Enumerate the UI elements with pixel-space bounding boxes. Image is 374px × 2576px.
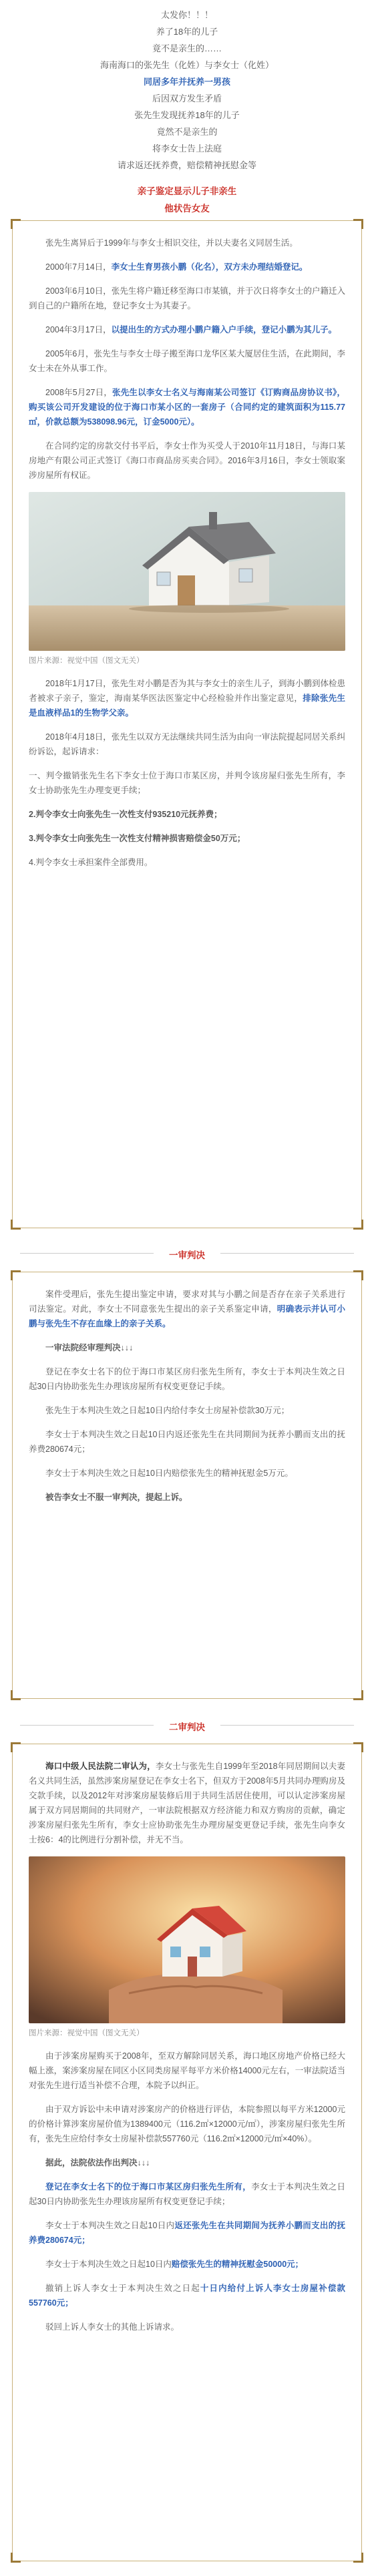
paragraph: 2018年1月17日，张先生对小鹏是否为其与李女士的亲生儿子，到海小鹏到体检患者被求子亲子，鉴定，海南某华医法医鉴定中心经检验并作出鉴定意见，排除张先生是血液样品1的生物学父亲。 <box>29 679 345 718</box>
image-caption: 图片来源：视觉中国（图文无关） <box>29 657 144 665</box>
section-title: 二审判决 <box>169 1722 205 1732</box>
section-title: 一审判决 <box>169 1250 205 1260</box>
paragraph: 由于双方诉讼中未申请对涉案房产的价格进行评估，本院参照以每平方米12000元的价格计算涉案房屋价值为1389400元（116.2㎡×12000元/㎡），涉案房屋归张先生所有，张先生应给付李女士房屋补偿款557760元（116.2㎡×12000元/㎡×40%）。 <box>29 2105 345 2143</box>
paragraph: 由于涉案房屋购买于2008年，至双方解除同居关系，海口地区房地产价格已经大幅上涨，案涉案房屋在同区小区同类房屋平每平方米价格14000元左右，一审法院适当对张先生进行适当补偿不合理，本院予以纠正。 <box>29 2051 345 2090</box>
house-model-photo <box>29 492 345 651</box>
image-caption: 图片来源：视觉中国（图文无关） <box>29 2029 144 2037</box>
verdict-heading: 据此，法院依法作出判决↓↓↓ <box>45 2158 150 2167</box>
verdict-item: 登记在李女士名下的位于海口市某区房归张先生所有，李女士于本判决生效之日起30日内协助张先生办理该房屋所有权变更登记手续； <box>29 2182 345 2206</box>
verdict-item: 张先生于本判决生效之日起10日内给付李女士房屋补偿款30万元； <box>45 1406 290 1415</box>
verdict-item: 李女士于本判决生效之日起10日内返还张先生在共同期间为抚养小鹏而支出的抚养费280674元； <box>29 2221 345 2245</box>
paragraph: 案件受理后，张先生提出鉴定申请，要求对其与小鹏之间是否存在亲子关系进行司法鉴定。对此，李女士不同意张先生提出的亲子关系鉴定申请，明确表示并认可小鹏与张先生不存在血缘上的亲子关系。 <box>29 1290 345 1328</box>
claim-item: 一、判令撤销张先生名下李女士位于海口市某区房，并判令该房屋归张先生所有，李女士协助张先生办理变更手续； <box>29 771 345 795</box>
paragraph: 2005年6月，张先生与李女士母子搬至海口龙华区某大厦居住生活，在此期间，李女士未在外从事工作。 <box>29 349 345 373</box>
verdict-item: 登记在李女士名下的位于海口市某区房归张先生所有，李女士于本判决生效之日起30日内协助张先生办理该房屋所有权变更登记手续。 <box>29 1367 345 1391</box>
paragraph: 2003年6月10日，张先生将户籍迁移至海口市某镇，并于次日将李女士的户籍迁入到自己的户籍所在地，登记李女士为其妻子。 <box>29 286 345 310</box>
house-in-hands-photo <box>29 1856 345 2023</box>
intro-line: 请求返还抚养费，赔偿精神抚慰金等 <box>117 160 256 170</box>
verdict-item: 李女士于本判决生效之日起10日内赔偿张先生的精神抚慰金50000元； <box>45 2260 304 2269</box>
paragraph: 张先生离异后于1999年与李女士相识交往，并以夫妻名义同居生活。 <box>45 238 298 248</box>
paragraph: 2018年4月18日，张先生以双方无法继续共同生活为由向一审法院提起同居关系纠纷诉讼，起诉请求： <box>29 732 345 756</box>
paragraph: 2004年3月17日，以提出生的方式办理小鹏户籍入户手续，登记小鹏为其儿子。 <box>45 325 337 334</box>
paragraph: 2000年7月14日，李女士生育男孩小鹏（化名），双方未办理结婚登记。 <box>45 262 308 272</box>
second-instance-card <box>12 1744 362 2561</box>
intro-line: 将李女士告上法庭 <box>152 144 222 154</box>
paragraph: 海口中级人民法院二审认为，李女士与张先生自1999年至2018年同居期间以夫妻名义共同生活，虽然涉案房屋登记在李女士名下，但双方于2008年5月共同办理购房及交款手续，以及2012年对涉案房屋装修后用于共同生活居住使用，可以认定涉案房屋属于双方同居期间的共同财产，一审法院根据双方经济能力和双方购房的贡献，确定涉案房屋归张先生所有，李女士应协助张先生办理房屋变更登记手续，张先生向李女士按6：4的比例进行分割补偿，并无不当。 <box>29 1762 345 1844</box>
verdict-item: 驳回上诉人李女士的其他上诉请求。 <box>45 2322 180 2332</box>
section-heading-first-instance <box>0 1245 374 1262</box>
case-background-card <box>12 220 362 1228</box>
intro-line-highlight: 同居多年并抚养一男孩 <box>143 77 230 87</box>
paragraph: 在合同约定的房款交付书平后，李女士作为买受人于2010年11月18日，与海口某房地产有限公司正式签订《海口市商品房买卖合同》。2016年3月16日，李女士领取案涉房屋所有权证。 <box>29 441 345 480</box>
appeal-note: 被告李女士不服一审判决，提起上诉。 <box>45 1493 188 1502</box>
verdict-heading: 一审法院经审理判决↓↓↓ <box>45 1343 134 1352</box>
intro-red-line: 亲子鉴定显示儿子非亲生 <box>137 186 237 196</box>
intro-line: 竟然不是亲生的 <box>156 127 218 137</box>
first-instance-card <box>12 1272 362 1699</box>
intro-line: 张先生发现抚养18年的儿子 <box>134 110 240 120</box>
intro-line: 太发你！！！ <box>160 10 213 20</box>
claim-item: 3.判令李女士向张先生一次性支付精神损害赔偿金50万元； <box>29 834 246 843</box>
intro-line: 后因双方发生矛盾 <box>152 93 222 103</box>
intro-red-line: 他状告女友 <box>164 204 210 214</box>
intro-line: 竟不是亲生的…… <box>152 43 222 53</box>
paragraph: 2008年5月27日，张先生以李女士名义与海南某公司签订《订购商品房协议书》，购买该公司开发建设的位于海口市某小区的一套房子（合同约定的建筑面积为115.77㎡，价款总额为538098.96元，订金5000元）。 <box>29 388 345 427</box>
intro-line: 养了18年的儿子 <box>156 27 218 37</box>
intro-line: 海南海口的张先生（化姓）与李女士（化姓） <box>100 60 274 70</box>
claim-item: 2.判令李女士向张先生一次性支付935210元抚养费； <box>29 810 222 819</box>
verdict-item: 李女士于本判决生效之日起10日内赔偿张先生的精神抚慰金5万元。 <box>45 1469 293 1478</box>
verdict-item: 撤销上诉人李女士于本判决生效之日起十日内给付上诉人李女士房屋补偿款557760元； <box>29 2284 345 2308</box>
section-heading-second-instance <box>0 1717 374 1734</box>
claim-item: 4.判令李女士承担案件全部费用。 <box>29 858 153 867</box>
verdict-item: 李女士于本判决生效之日起10日内返还张先生在共同期间为抚养小鹏而支出的抚养费280674元； <box>29 1430 345 1454</box>
intro-poem <box>0 7 374 218</box>
